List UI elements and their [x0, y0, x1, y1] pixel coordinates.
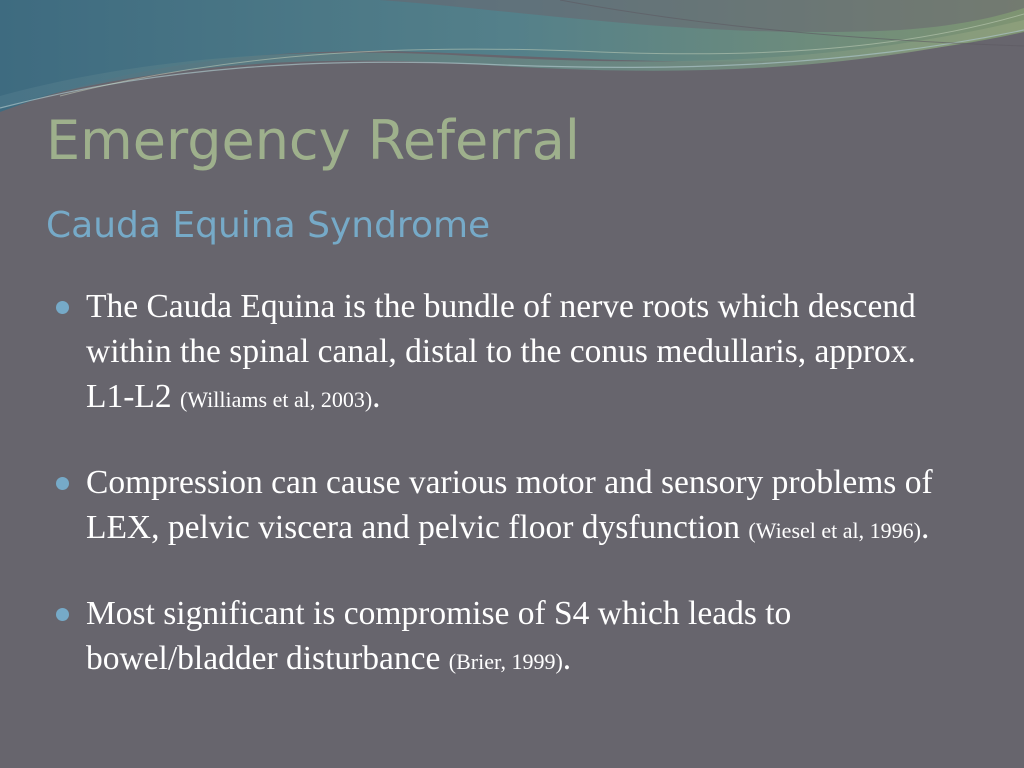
bullet-citation: (Brier, 1999) — [448, 649, 563, 674]
bullet-item — [56, 284, 956, 422]
bullet-citation: (Wiesel et al, 1996) — [748, 518, 921, 543]
bullet-citation: (Williams et al, 2003) — [179, 387, 373, 412]
bullet-icon — [56, 301, 69, 314]
bullet-end: . — [920, 509, 930, 546]
bullet-item — [56, 591, 956, 684]
bullet-end: . — [562, 640, 572, 677]
bullet-text: The Cauda Equina is the bundle of nerve roots which descend within the spinal canal, distal to the conus medullaris, approx. L1-L2 — [86, 288, 916, 415]
bullet-item — [56, 460, 956, 553]
bullet-end: . — [372, 378, 381, 415]
bullet-text: Most significant is compromise of S4 which leads to bowel/bladder disturbance — [86, 595, 792, 677]
bullet-text: Compression can cause various motor and sensory problems of LEX, pelvic viscera and pelvic floor dysfunction — [86, 464, 933, 546]
bullet-icon — [56, 608, 69, 621]
bullet-list — [56, 284, 956, 722]
slide-subtitle: Cauda Equina Syndrome — [46, 205, 491, 246]
slide-title: Emergency Referral — [46, 109, 580, 172]
bullet-icon — [56, 477, 69, 490]
